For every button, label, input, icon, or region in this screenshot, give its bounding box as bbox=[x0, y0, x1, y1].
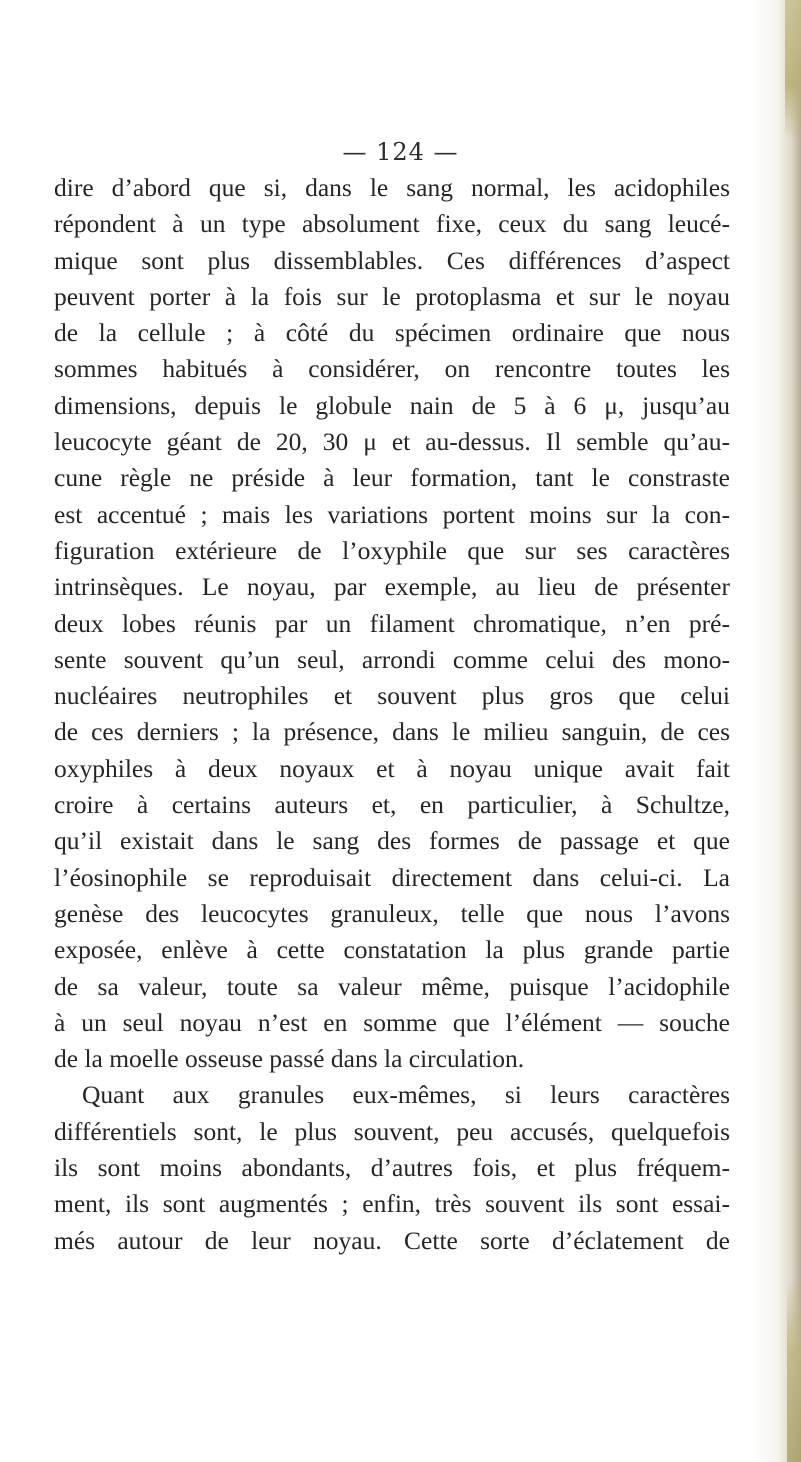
text-line: différentiels sont, le plus souvent, peu accusés, quelquefois bbox=[54, 1116, 730, 1146]
text-line: ment, ils sont augmentés ; enfin, très souvent ils sont essai- bbox=[54, 1189, 730, 1219]
text-line: croire à certains auteurs et, en particulier, à Schultze, bbox=[54, 790, 730, 820]
text-line: genèse des leucocytes granuleux, telle que nous l’avons bbox=[54, 898, 730, 928]
text-line: de ces derniers ; la présence, dans le milieu sanguin, de ces bbox=[54, 717, 730, 747]
body-text bbox=[54, 170, 730, 1259]
text-line: dire d’abord que si, dans le sang normal, les acidophiles bbox=[54, 173, 730, 202]
text-line: sommes habitués à considérer, on rencontre toutes les bbox=[54, 354, 730, 384]
text-line: l’éosinophile se reproduisait directement dans celui-ci. La bbox=[54, 862, 730, 892]
text-line: à un seul noyau n’est en somme que l’élément — souche bbox=[54, 1007, 730, 1037]
text-line: ils sont moins abondants, d’autres fois, et plus fréquem- bbox=[54, 1153, 730, 1183]
page-number: — 124 — bbox=[342, 138, 459, 166]
page-edge-discoloration-top bbox=[785, 0, 801, 140]
text-line: peuvent porter à la fois sur le protoplasma et sur le noyau bbox=[54, 281, 730, 311]
text-line: de la cellule ; à côté du spécimen ordinaire que nous bbox=[54, 318, 730, 348]
text-line: exposée, enlève à cette constatation la plus grande partie bbox=[54, 935, 730, 965]
text-line: qu’il existait dans le sang des formes de passage et que bbox=[54, 826, 730, 856]
text-line: deux lobes réunis par un filament chromatique, n’en pré- bbox=[54, 608, 730, 638]
text-line-paragraph-end: de la moelle osseuse passé dans la circulation. bbox=[54, 1044, 525, 1074]
page-edge-discoloration-bottom bbox=[787, 1280, 801, 1462]
text-line: nucléaires neutrophiles et souvent plus gros que celui bbox=[54, 681, 730, 711]
text-line: figuration extérieure de l’oxyphile que sur ses caractères bbox=[54, 535, 730, 565]
text-line: mique sont plus dissemblables. Ces différences d’aspect bbox=[54, 245, 730, 275]
text-line: de sa valeur, toute sa valeur même, puisque l’acidophile bbox=[54, 971, 730, 1001]
text-line-paragraph-start: Quant aux granules eux-mêmes, si leurs caractères bbox=[82, 1080, 730, 1110]
text-line: intrinsèques. Le noyau, par exemple, au lieu de présenter bbox=[54, 572, 730, 602]
text-line: est accentué ; mais les variations portent moins sur la con- bbox=[54, 499, 730, 529]
text-line: més autour de leur noyau. Cette sorte d’éclatement de bbox=[54, 1225, 730, 1255]
text-line: cune règle ne préside à leur formation, tant le constraste bbox=[54, 463, 730, 493]
page-edge-shadow bbox=[779, 0, 801, 1462]
text-line: oxyphiles à deux noyaux et à noyau unique avait fait bbox=[54, 753, 730, 783]
text-line: sente souvent qu’un seul, arrondi comme celui des mono- bbox=[54, 644, 730, 674]
text-line: répondent à un type absolument fixe, ceux du sang leucé- bbox=[54, 209, 730, 239]
text-line: leucocyte géant de 20, 30 μ et au-dessus. Il semble qu’au- bbox=[54, 427, 730, 457]
text-line: dimensions, depuis le globule nain de 5 à 6 μ, jusqu’au bbox=[54, 390, 730, 420]
